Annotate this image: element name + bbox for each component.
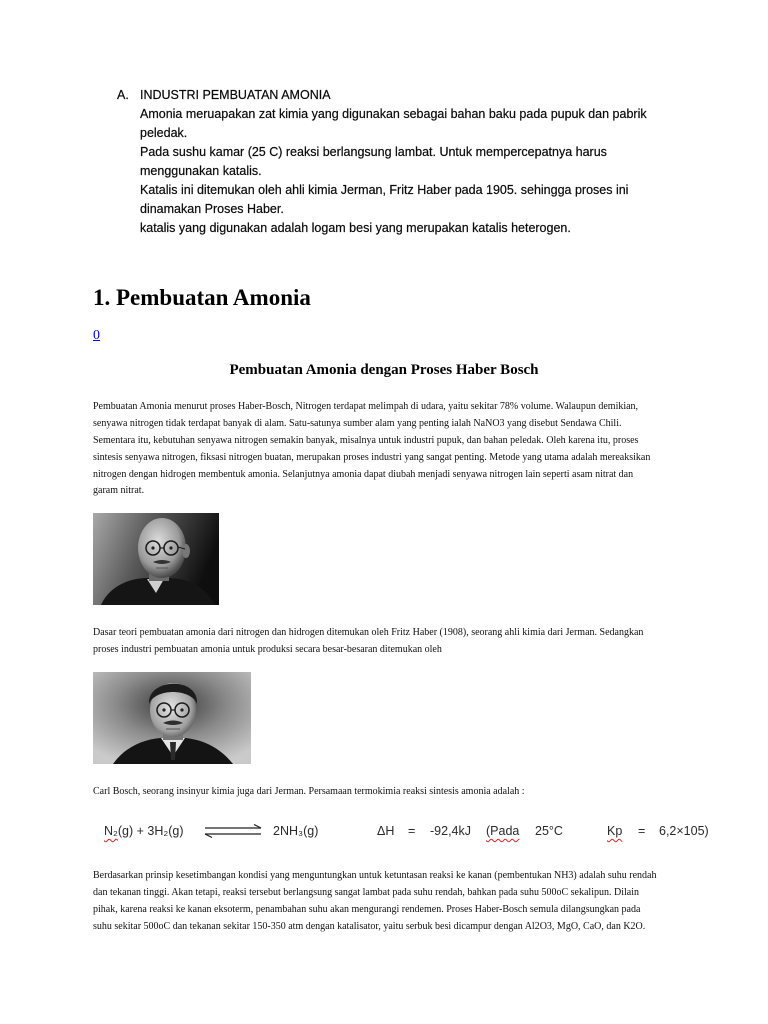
paragraph-3: [93, 784, 525, 801]
equation-product: 2NH₃(g): [273, 824, 319, 838]
temperature-value: 25°C: [535, 824, 563, 838]
equals-sign: =: [408, 824, 416, 838]
kp-symbol: Kp: [607, 824, 623, 838]
paragraph-line: suhu sekitar 500oC dan tekanan sekitar 150-350 atm dengan katalisator, yaitu serbuk besi dicampur dengan Al2O3, MgO, CaO, dan K2O.: [93, 920, 646, 932]
section-a-body: [140, 86, 647, 238]
section-a-line: Amonia meruapakan zat kimia yang digunakan sebagai bahan baku pada pupuk dan pabrik: [140, 107, 647, 121]
portrait-photo-2: [93, 672, 251, 764]
reactants-rest: (g) + 3H₂(g): [117, 824, 184, 838]
paragraph-line: Carl Bosch, seorang insinyur kimia juga dari Jerman. Persamaan termokimia reaksi sintesis amonia adalah :: [93, 786, 525, 797]
paragraph-line: Sementara itu, kebutuhan senyawa nitrogen semakin banyak, misalnya untuk industri pupuk, dan bahan peledak. Oleh karena itu, proses: [93, 434, 639, 446]
paragraph-line: pihak, karena reaksi ke kanan eksoterm, penambahan suhu akan mengurangi rendemen. Proses Haber-Bosch semula dilangsungkan pada: [93, 903, 641, 915]
paragraph-line: dan tekanan tinggi. Akan tetapi, reaksi tersebut berlangsung sangat lambat pada suhu rendah, bahkan pada suhu 500oC sekalipun. Dilain: [93, 886, 639, 898]
reactant-n2: N₂: [104, 824, 118, 838]
paragraph-line: Pembuatan Amonia menurut proses Haber-Bosch, Nitrogen terdapat melimpah di udara, yaitu sekitar 78% volume. Walaupun demikian,: [93, 401, 639, 412]
paragraph-line: proses industri pembuatan amonia untuk produksi secara besar-besaran ditemukan oleh: [93, 643, 442, 655]
section-subheading: Pembuatan Amonia dengan Proses Haber Bosch: [229, 362, 539, 378]
kp-value: 6,2×105): [659, 824, 709, 838]
paragraph-2: [93, 625, 643, 659]
paragraph-1: [93, 399, 650, 500]
paragraph-line: Dasar teori pembuatan amonia dari nitrogen dan hidrogen ditemukan oleh Fritz Haber (1908), seorang ahli kimia dari Jerman. Sedangkan: [93, 627, 644, 638]
paragraph-4: [93, 868, 656, 936]
equilibrium-arrows-icon: [204, 824, 262, 838]
paragraph-line: sintesis senyawa nitrogen, fiksasi nitrogen buatan, merupakan proses industri yang sangat penting. Metode yang utama adalah mereaksikan: [93, 451, 651, 463]
section-a-marker: A.: [117, 88, 129, 102]
condition-label: (Pada: [486, 824, 520, 838]
section-a-line: Pada sushu kamar (25 C) reaksi berlangsung lambat. Untuk mempercepatnya harus: [140, 145, 607, 159]
enthalpy-value: -92,4kJ: [430, 824, 471, 838]
section-a-line: katalis yang digunakan adalah logam besi yang merupakan katalis heterogen.: [140, 221, 571, 235]
section-a-line: Katalis ini ditemukan oleh ahli kimia Jerman, Fritz Haber pada 1905. sehingga proses ini: [140, 183, 629, 197]
section-a-line: dinamakan Proses Haber.: [140, 202, 284, 216]
paragraph-line: Berdasarkan prinsip kesetimbangan kondisi yang menguntungkan untuk ketuntasan reaksi ke kanan (pembentukan NH3) adalah suhu rendah: [93, 870, 657, 881]
reference-link[interactable]: 0: [93, 328, 100, 343]
enthalpy-symbol: ΔH: [377, 824, 395, 838]
portrait-photo-1: [93, 513, 219, 605]
equation-reactants: [104, 823, 184, 839]
section-a-line: peledak.: [140, 126, 188, 140]
section-a-title: INDUSTRI PEMBUATAN AMONIA: [140, 88, 331, 102]
paragraph-line: garam nitrat.: [93, 485, 145, 497]
paragraph-line: nitrogen dengan hidrogen membentuk amonia. Selanjutnya amonia dapat diubah menjadi senyawa nitrogen lain seperti asam nitrat dan: [93, 468, 634, 480]
paragraph-line: senyawa nitrogen tidak terdapat banyak di alam. Satu-satunya sumber alam yang penting ialah NaNO3 yang disebut Sendawa Chili.: [93, 417, 622, 429]
equals-sign: =: [638, 824, 646, 838]
page-heading: 1. Pembuatan Amonia: [93, 285, 311, 310]
section-a-line: menggunakan katalis.: [140, 164, 262, 178]
